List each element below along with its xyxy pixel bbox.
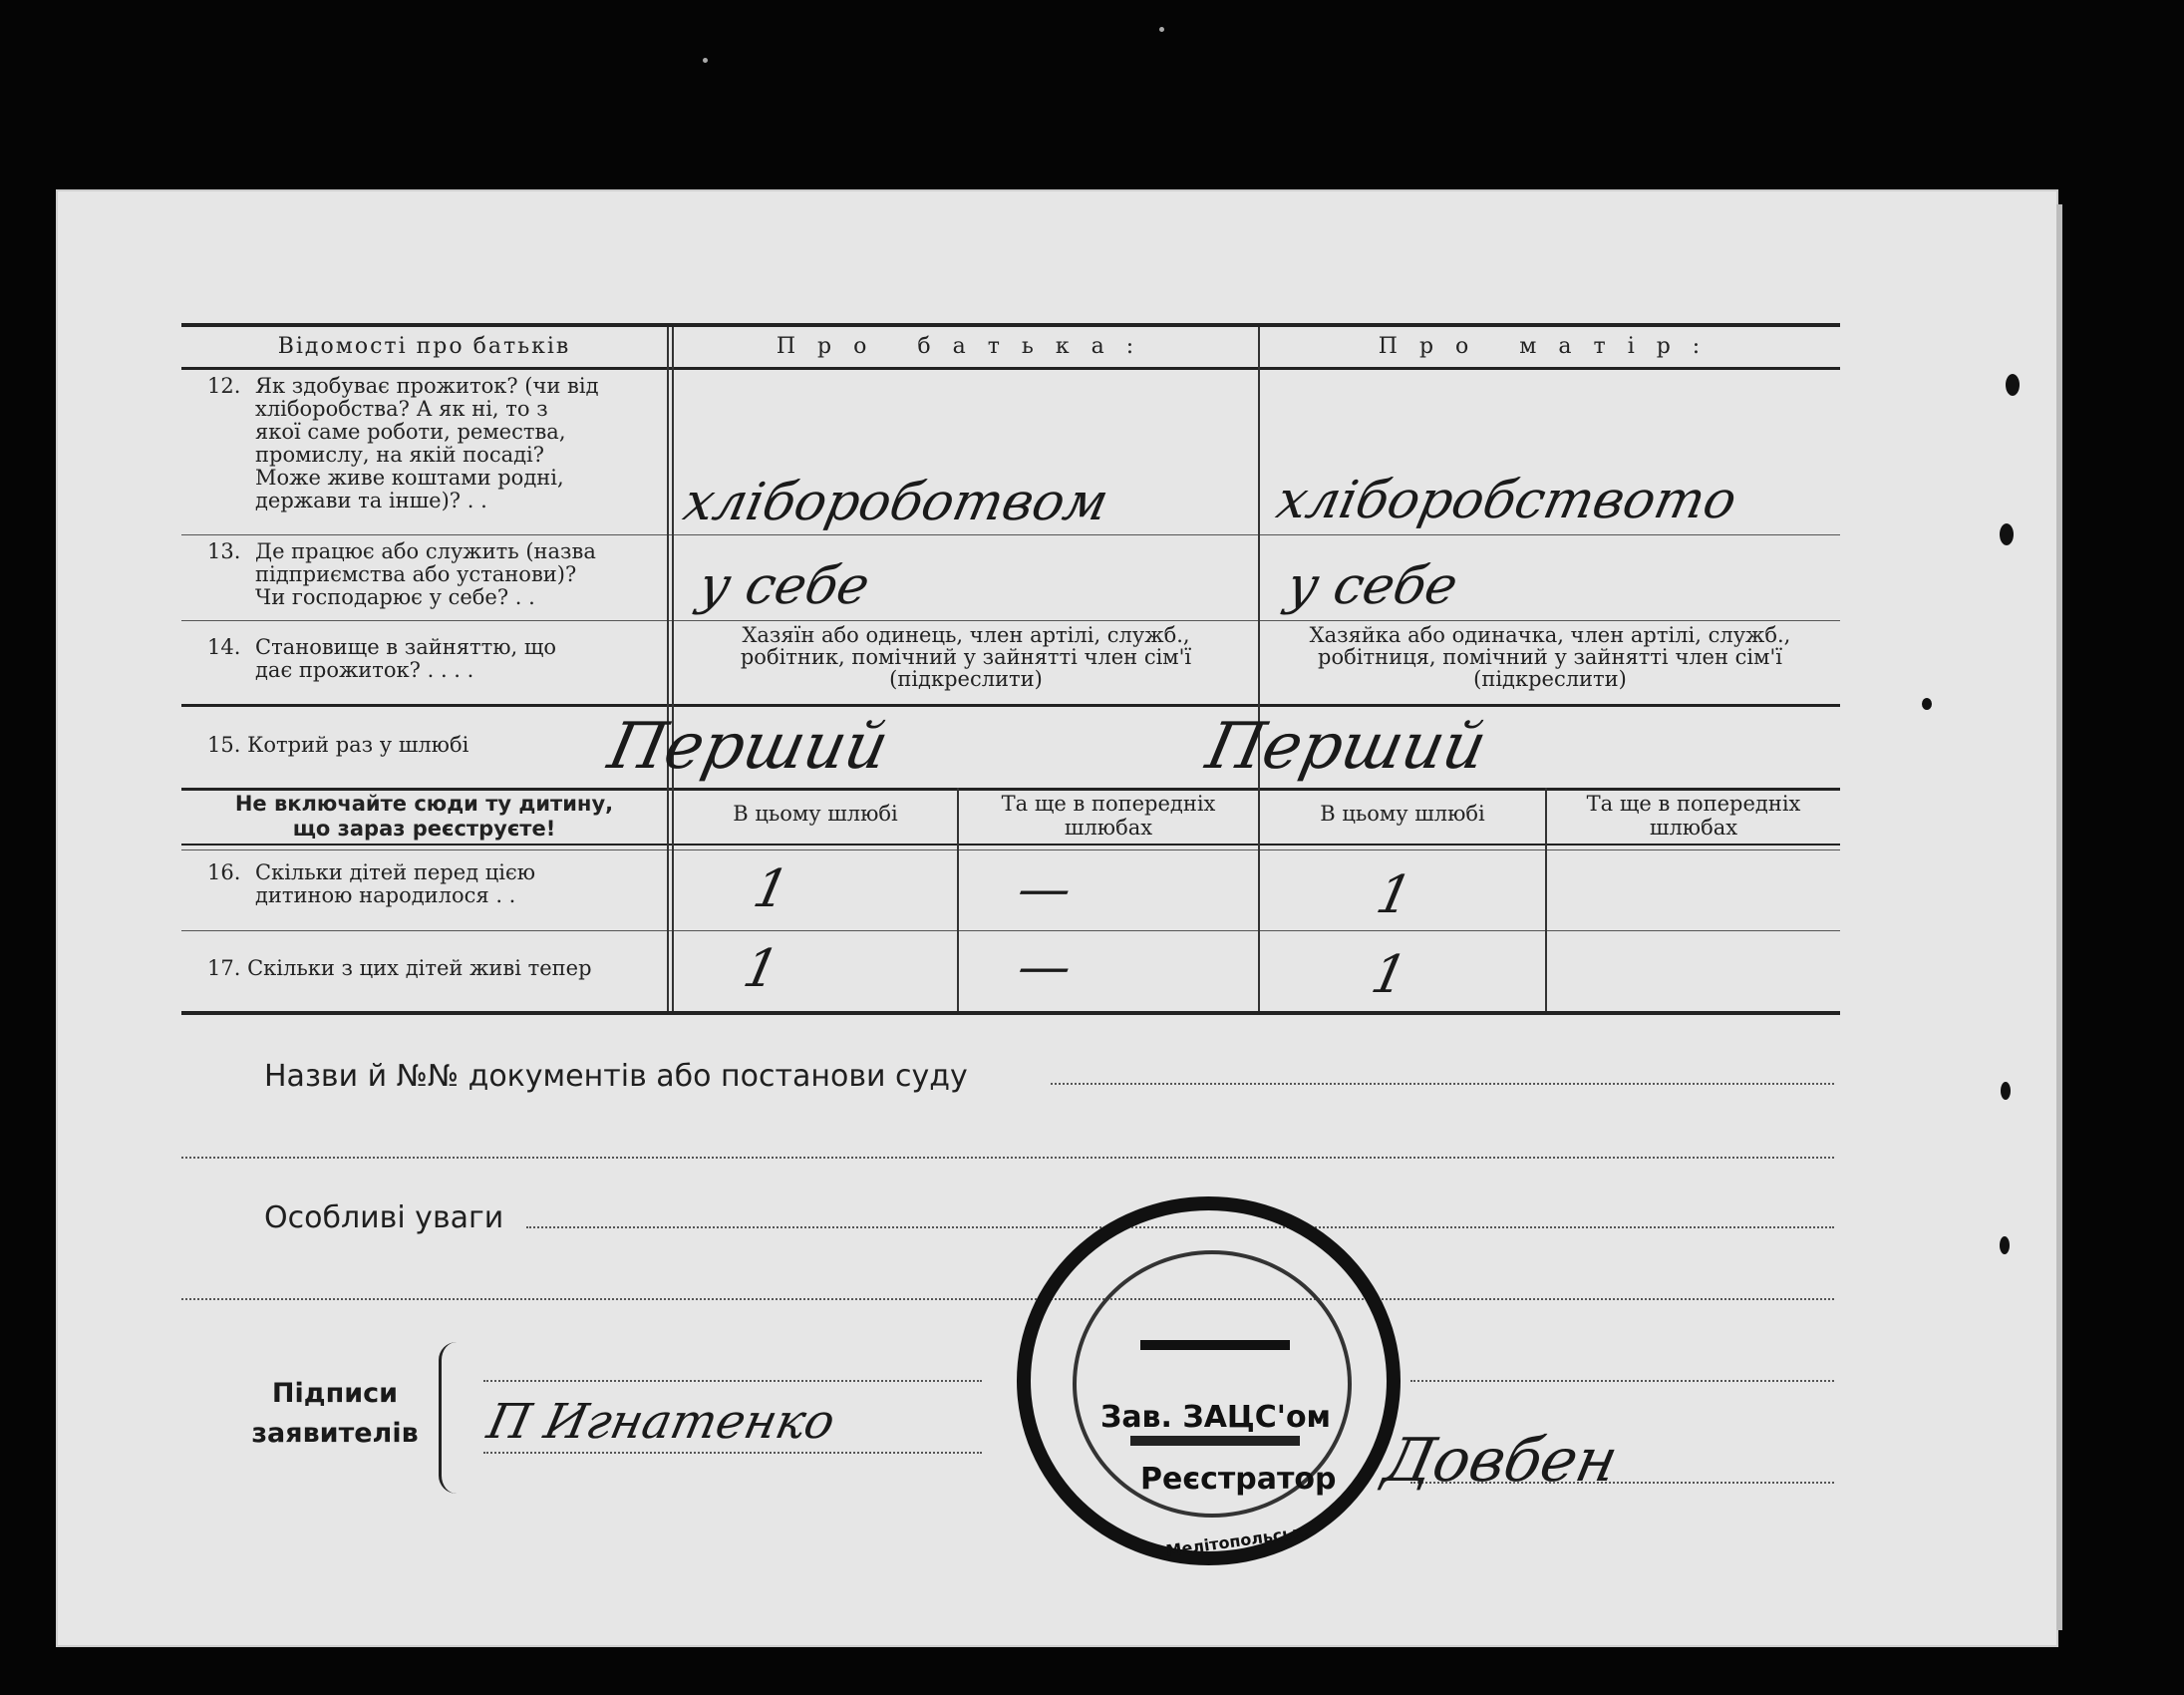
special-notes-label: Особливі уваги: [264, 1200, 504, 1235]
father-children-born-this-marriage: 1: [748, 859, 794, 919]
row-divider: [181, 849, 1840, 850]
question-line: підприємства або установи)?: [255, 562, 577, 586]
signature-dotted-line: [483, 1452, 982, 1454]
header-line: Та ще в попередніх: [1001, 792, 1216, 816]
option-line: Хазяйка або одиначка, член артілі, служб.,: [1309, 623, 1791, 647]
row-17-question: 17. Скільки з цих дітей живі тепер: [207, 956, 592, 980]
question-line: дає прожиток? . . . .: [255, 658, 474, 682]
punch-hole: [2001, 1082, 2011, 1100]
header-line: шлюбах: [1064, 816, 1153, 840]
father-children-living-previous: —: [1012, 937, 1078, 997]
row-divider: [181, 844, 1840, 846]
signature-dotted-line: [483, 1380, 982, 1382]
question-line: держави та інше)? . .: [255, 489, 487, 512]
father-status-options: [674, 624, 1258, 690]
dust-speck: [1159, 27, 1164, 32]
row-divider: [181, 930, 1840, 931]
question-line: промислу, на якій посаді?: [255, 443, 545, 467]
option-line: робітник, помічний у зайнятті член сім'ї: [740, 645, 1192, 669]
row-14-question: [255, 636, 659, 682]
punch-hole: [2006, 374, 2020, 396]
father-workplace-handwritten: у себе: [693, 556, 875, 616]
header-mother: Про матір:: [1378, 334, 1722, 359]
mother-occupation-handwritten: хліборобството: [1271, 471, 1742, 530]
question-line: хліборобства? А як ні, то з: [255, 397, 548, 421]
question-line: Де працює або служить (назва: [255, 539, 596, 563]
dust-speck: [703, 58, 708, 63]
stamp-bar: [1140, 1340, 1290, 1350]
option-line: (підкреслити): [1473, 667, 1627, 691]
signatures-label: [235, 1374, 435, 1454]
mother-children-born-this-marriage: 1: [1371, 865, 1417, 925]
question-line: якої саме роботи, ремества,: [255, 420, 566, 444]
row-13-number: 13.: [207, 539, 241, 563]
row-14-number: 14.: [207, 635, 241, 659]
header-parents-info: Відомості про батьків: [277, 334, 571, 359]
signatures-brace: [439, 1342, 462, 1494]
note-line: Не включайте сюди ту дитину,: [234, 792, 614, 816]
row-12-question: [255, 375, 659, 512]
table-header-rule: [181, 367, 1840, 370]
father-occupation-handwritten: хлібороботвом: [678, 473, 1114, 532]
row-divider: [181, 620, 1840, 621]
punch-hole: [2000, 1236, 2010, 1254]
notes-dotted-line: [181, 1298, 1834, 1300]
row-13-question: [255, 540, 659, 609]
parents-info-table: [181, 321, 1840, 1019]
father-children-born-previous: —: [1012, 859, 1078, 919]
row-divider: [181, 534, 1840, 535]
registrar-title: Зав. ЗАЦС'ом: [1100, 1400, 1332, 1435]
table-bottom-rule: [181, 1011, 1840, 1015]
option-line: робітниця, помічний у зайнятті член сім'ї: [1318, 645, 1782, 669]
label-line: заявителів: [251, 1418, 419, 1449]
row-16-question: [255, 861, 649, 907]
mother-children-living-this-marriage: 1: [1366, 945, 1412, 1005]
column-divider: [667, 327, 669, 1011]
stamp-bar: [1130, 1436, 1300, 1446]
question-line: Може живе коштами родні,: [255, 466, 564, 490]
registrar-signature: Довбен: [1378, 1426, 1624, 1496]
punch-hole: [1922, 698, 1932, 710]
paper-edge: [2056, 204, 2062, 1630]
header-line: Та ще в попередніх: [1586, 792, 1801, 816]
mother-marriage-count-handwritten: Перший: [1200, 710, 1493, 784]
option-line: Хазяїн або одинець, член артілі, служб.,: [742, 623, 1190, 647]
header-father: Про батька:: [776, 334, 1156, 359]
question-line: Скільки дітей перед цією: [255, 860, 536, 884]
documents-dotted-line: [181, 1157, 1834, 1159]
signature-dotted-line: [1410, 1380, 1834, 1382]
row-divider: [181, 704, 1840, 707]
row-divider: [181, 788, 1840, 791]
applicant-signature: П Игнатенко: [482, 1394, 840, 1450]
mother-this-marriage-header: В цьому шлюбі: [1320, 802, 1485, 826]
question-line: Як здобуває прожиток? (чи від: [255, 374, 599, 398]
punch-hole: [2000, 523, 2014, 545]
question-line: Чи господарює у себе? . .: [255, 585, 535, 609]
header-line: шлюбах: [1649, 816, 1738, 840]
registrar-role: Реєстратор: [1140, 1462, 1337, 1497]
note-line: що зараз реєструєте!: [292, 817, 556, 841]
option-line: (підкреслити): [889, 667, 1043, 691]
father-this-marriage-header: В цьому шлюбі: [733, 802, 898, 826]
mother-previous-marriages-header: [1547, 792, 1840, 840]
mother-workplace-handwritten: у себе: [1281, 556, 1463, 616]
documents-dotted-line: [1051, 1083, 1834, 1085]
mother-status-options: [1260, 624, 1840, 690]
official-stamp: [1017, 1196, 1401, 1565]
father-children-living-this-marriage: 1: [738, 939, 784, 999]
father-previous-marriages-header: [959, 792, 1258, 840]
children-note: [181, 792, 667, 842]
documents-label: Назви й №№ документів або постанови суду: [264, 1059, 968, 1094]
father-marriage-count-handwritten: Перший: [602, 710, 895, 784]
question-line: дитиною народилося . .: [255, 883, 516, 907]
question-line: Становище в зайняттю, що: [255, 635, 557, 659]
row-12-number: 12.: [207, 374, 241, 398]
row-15-question: 15. Котрий раз у шлюбі: [207, 733, 469, 757]
label-line: Підписи: [271, 1378, 399, 1409]
row-16-number: 16.: [207, 860, 241, 884]
table-top-rule: [181, 323, 1840, 327]
stamp-ring-text: Мелітопольськ.: [1164, 1522, 1311, 1560]
